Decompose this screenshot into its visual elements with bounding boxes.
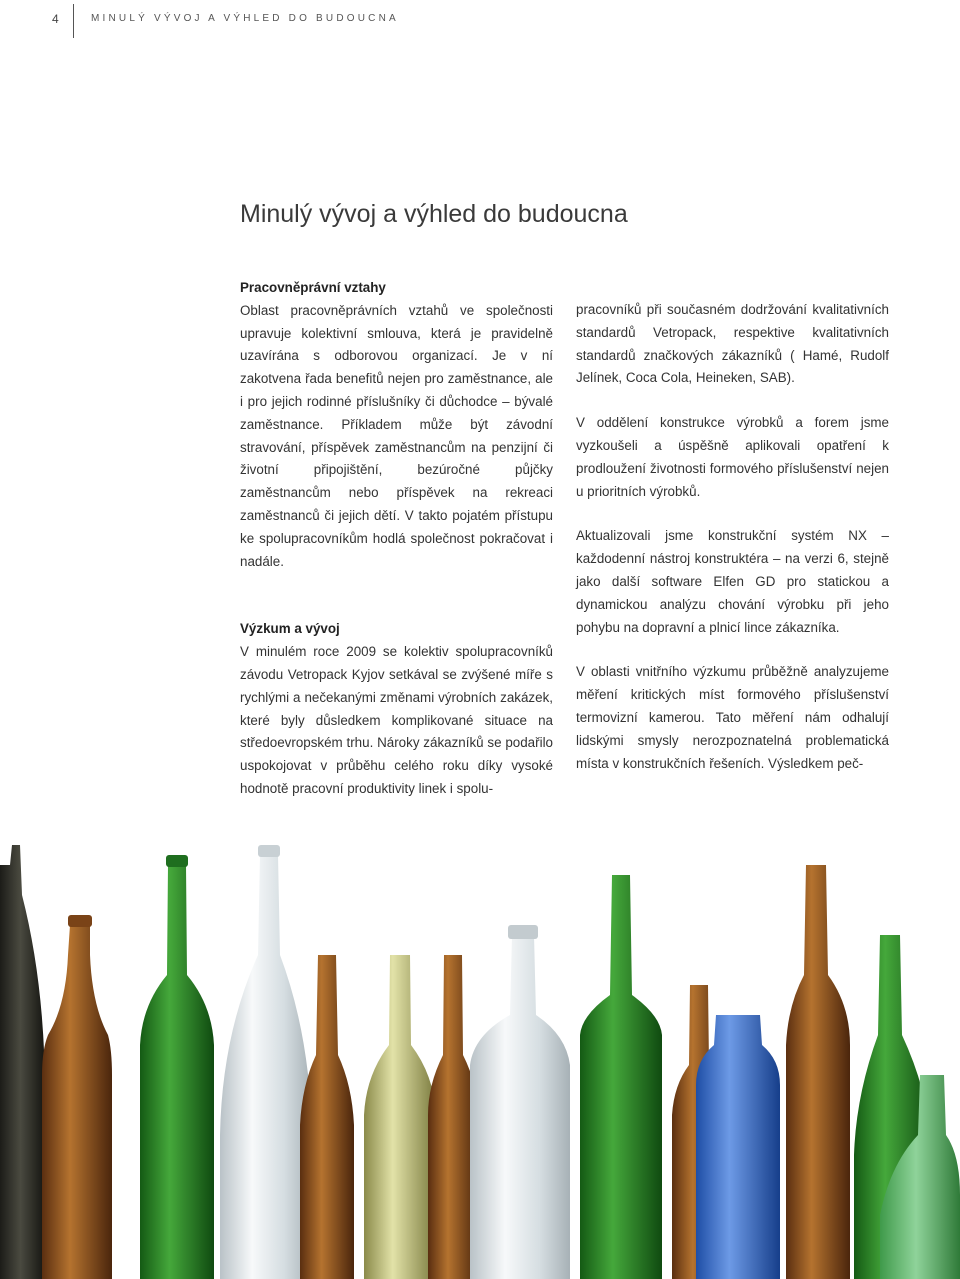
right-paragraph-2: V oddělení konstrukce výrobků a forem jsme vyzkoušeli a úspěšně aplikovali opatření k prodloužení životnosti formového příslušenství nejen u prioritních výrobků. [576, 415, 889, 499]
right-paragraph-3: Aktualizovali jsme konstrukční systém NX – každodenní nástroj konstruktéra – na verzi 6, stejně jako další software Elfen GD pro statickou a dynamickou analýzu chování výrobku při jeho pohybu na dopravní a plnicí lince zákazníka. [576, 528, 889, 635]
amber-bottle-right [786, 865, 850, 1279]
flint-bottle-lip [258, 845, 280, 857]
green-square-bottle [580, 875, 662, 1279]
green-wine-bottle [140, 865, 214, 1279]
page-number: 4 [52, 12, 59, 26]
flint-tall-bottle [220, 855, 312, 1279]
right-paragraph-1: pracovníků při současném dodržování kvalitativních standardů Vetropack, respektive kvalitativních standardů značkových zákazníků ( Hamé, Rudolf Jelínek, Coca Cola, Heineken, SAB). [576, 302, 889, 386]
research-paragraph: V minulém roce 2009 se kolektiv spolupracovníků závodu Vetropack Kyjov setkával se zvýšené míře s rychlými a nečekanými změnami výrobních zakázek, které byly důsledkem komplikované situace na středoevropském trhu. Nároky zákazníků se podařilo uspokojovat v průběhu celého roku díky vysoké hodnotě pracovní produktivity linek i spolu- [240, 644, 553, 796]
bottles-illustration [0, 835, 960, 1279]
olive-wine-bottle [364, 955, 436, 1279]
flint-spirits-neck [508, 925, 538, 939]
amber-beer-bottle [42, 925, 112, 1279]
section-heading-labor: Pracovněprávní vztahy [240, 280, 386, 295]
page-title: Minulý vývoj a výhled do budoucna [240, 200, 628, 228]
amber-slim-bottle [300, 955, 354, 1279]
amber-bottle-cap [68, 915, 92, 927]
left-column [240, 277, 553, 801]
green-bottle-lip [166, 855, 188, 867]
right-column [576, 299, 889, 775]
flint-spirits-bottle [470, 935, 570, 1279]
blue-bottle [696, 1015, 780, 1279]
labor-paragraph: Oblast pracovněprávních vztahů ve společnosti upravuje kolektivní smlouva, která je pravidelně uzavírána s odborovou organizací. Je v ní zakotvena řada benefitů nejen pro zaměstnance, ale i pro jejich rodinné příslušníky či důchodce – bývalé zaměstnance. Příkladem může být závodní stravování, příspěvek zaměstnancům na penzijní či životní připojištění, bezúročné půjčky zaměstnancům nebo příspěvek na rekreaci zaměstnanců či jejich dětí. V takto pojatém přístupu ke spolupracovníkům hodlá společnost pokračovat i nadále. [240, 302, 553, 569]
right-paragraph-4: V oblasti vnitřního výzkumu průběžně analyzujeme měření kritických míst formového příslušenství termovizní kamerou. Tato měření nám odhalují lidskými smysly nerozpoznatelná problematická místa v konstrukčních řešeních. Výsledkem peč- [576, 664, 889, 771]
section-heading-research: Výzkum a vývoj [240, 621, 340, 637]
running-title: MINULÝ VÝVOJ A VÝHLED DO BUDOUCNA [91, 13, 399, 24]
dark-bottle [0, 845, 45, 1279]
header-divider [73, 4, 74, 38]
